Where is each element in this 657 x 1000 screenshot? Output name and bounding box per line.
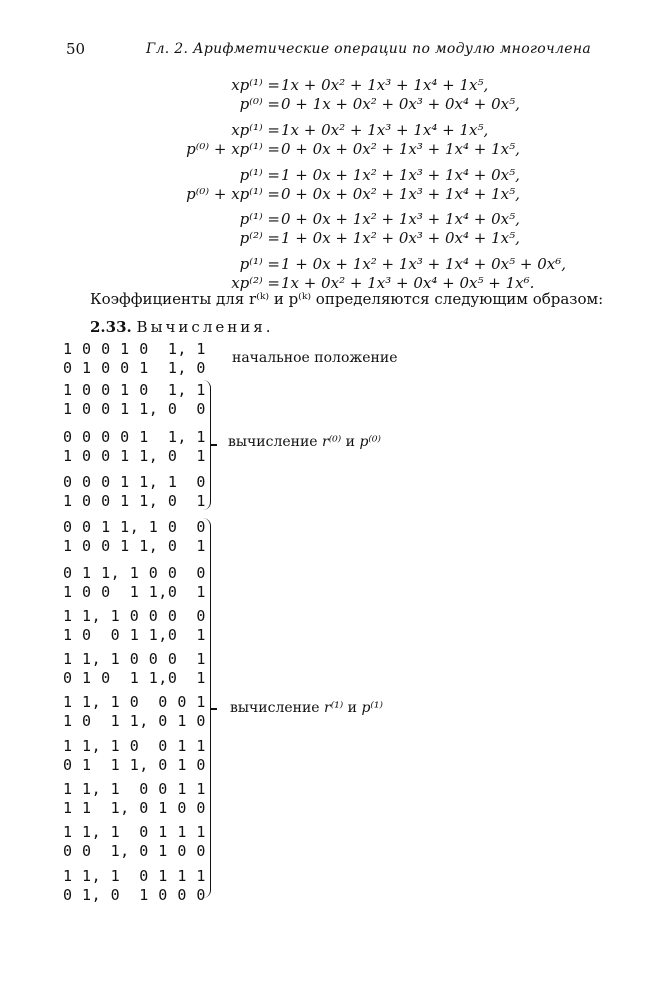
computation-row: 0 1 1 1, 0 1 0 — [63, 756, 206, 774]
equation-rhs: 1 + 0x + 1x² + 1x³ + 1x⁴ + 0x⁵ + 0x⁶, — [281, 255, 567, 273]
equation-lhs: xp⁽¹⁾ = — [231, 121, 280, 139]
computation-row: 0 0 0 1 1, 1 0 — [63, 473, 206, 491]
brace-calc0 — [200, 380, 211, 510]
computation-row: 1 1, 1 0 1 1 1 — [63, 867, 206, 885]
equation-row — [0, 121, 657, 141]
equation-lhs: p⁽¹⁾ = — [239, 166, 280, 184]
equation-rhs: 1x + 0x² + 1x³ + 0x⁴ + 0x⁵ + 1x⁶. — [281, 274, 535, 292]
equation-row — [0, 140, 657, 160]
equation-lhs: p⁽⁰⁾ + xp⁽¹⁾ = — [186, 140, 280, 158]
computation-row: 1 0 0 1 1,0 1 — [63, 626, 206, 644]
note-calc0-and: и — [345, 434, 356, 450]
note-calc1-p: p⁽¹⁾ — [361, 700, 383, 716]
brace-calc1 — [200, 518, 211, 898]
equation-lhs: p⁽²⁾ = — [239, 229, 280, 247]
computation-row: 1 0 0 1 1, 0 1 — [63, 447, 206, 465]
computation-row: 0 0 0 0 1 1, 1 — [63, 428, 206, 446]
computation-row: 1 1, 1 0 0 1 1 — [63, 780, 206, 798]
coefficients-paragraph: Коэффициенты для r⁽ᵏ⁾ и p⁽ᵏ⁾ определяются следующим образом: — [90, 290, 604, 308]
computation-row: 1 0 0 1 1,0 1 — [63, 583, 206, 601]
computation-row: 1 1, 1 0 0 0 0 — [63, 607, 206, 625]
page-number: 50 — [66, 40, 86, 58]
computation-row: 1 0 0 1 1, 0 1 — [63, 492, 206, 510]
computation-row: 1 1, 1 0 1 1 1 — [63, 823, 206, 841]
computation-row: 1 0 0 1 0 1, 1 — [63, 340, 206, 358]
brace-tip — [211, 444, 217, 446]
equation-rhs: 1 + 0x + 1x² + 0x³ + 0x⁴ + 1x⁵, — [281, 229, 520, 247]
computation-row: 1 0 0 1 0 1, 1 — [63, 381, 206, 399]
equation-row — [0, 210, 657, 230]
computation-row: 1 1, 1 0 0 0 1 — [63, 650, 206, 668]
equation-lhs: xp⁽²⁾ = — [231, 274, 280, 292]
note-calc0 — [228, 434, 381, 450]
section-heading — [90, 318, 273, 336]
equation-row — [0, 185, 657, 205]
note-calc0-prefix: вычисление — [228, 434, 318, 450]
equation-rhs: 0 + 0x + 0x² + 1x³ + 1x⁴ + 1x⁵, — [281, 185, 520, 203]
computation-row: 1 0 0 1 1, 0 0 — [63, 400, 206, 418]
equation-rhs: 0 + 0x + 1x² + 1x³ + 1x⁴ + 0x⁵, — [281, 210, 520, 228]
equation-lhs: p⁽¹⁾ = — [239, 255, 280, 273]
section-title: Вычисления. — [136, 318, 274, 336]
note-initial: начальное положение — [232, 350, 398, 366]
equation-rhs: 1 + 0x + 1x² + 1x³ + 1x⁴ + 0x⁵, — [281, 166, 520, 184]
computation-row: 1 1, 1 0 0 1 1 — [63, 737, 206, 755]
equation-row — [0, 166, 657, 186]
computation-row: 0 1 0 1 1,0 1 — [63, 669, 206, 687]
note-calc0-p: p⁽⁰⁾ — [359, 434, 381, 450]
section-number: 2.33. — [90, 318, 132, 336]
equation-row — [0, 255, 657, 275]
computation-row: 0 1 0 0 1 1, 0 — [63, 359, 206, 377]
computation-row: 1 0 1 1, 0 1 0 — [63, 712, 206, 730]
equation-row — [0, 76, 657, 96]
note-calc1-prefix: вычисление — [230, 700, 320, 716]
equation-lhs: p⁽⁰⁾ + xp⁽¹⁾ = — [186, 185, 280, 203]
equation-rhs: 1x + 0x² + 1x³ + 1x⁴ + 1x⁵, — [281, 121, 489, 139]
computation-row: 0 0 1 1, 1 0 0 — [63, 518, 206, 536]
computation-row: 1 1, 1 0 0 0 1 — [63, 693, 206, 711]
computation-row: 0 1, 0 1 0 0 0 — [63, 886, 206, 904]
equation-rhs: 1x + 0x² + 1x³ + 1x⁴ + 1x⁵, — [281, 76, 489, 94]
computation-row: 1 0 0 1 1, 0 1 — [63, 537, 206, 555]
note-calc0-r: r⁽⁰⁾ — [322, 434, 342, 450]
page-header — [0, 40, 657, 62]
brace-tip — [211, 708, 217, 710]
computation-row: 0 1 1, 1 0 0 0 — [63, 564, 206, 582]
note-calc1-r: r⁽¹⁾ — [324, 700, 344, 716]
computation-row: 0 0 1, 0 1 0 0 — [63, 842, 206, 860]
computation-row: 1 1 1, 0 1 0 0 — [63, 799, 206, 817]
equation-rhs: 0 + 0x + 0x² + 1x³ + 1x⁴ + 1x⁵, — [281, 140, 520, 158]
equation-lhs: xp⁽¹⁾ = — [231, 76, 280, 94]
equation-lhs: p⁽⁰⁾ = — [239, 95, 280, 113]
equation-lhs: p⁽¹⁾ = — [239, 210, 280, 228]
note-calc1-and: и — [347, 700, 358, 716]
running-title: Гл. 2. Арифметические операции по модулю многочлена — [146, 41, 592, 57]
equation-rhs: 0 + 1x + 0x² + 0x³ + 0x⁴ + 0x⁵, — [281, 95, 520, 113]
equation-row — [0, 229, 657, 249]
equation-row — [0, 95, 657, 115]
note-calc1 — [230, 700, 383, 716]
